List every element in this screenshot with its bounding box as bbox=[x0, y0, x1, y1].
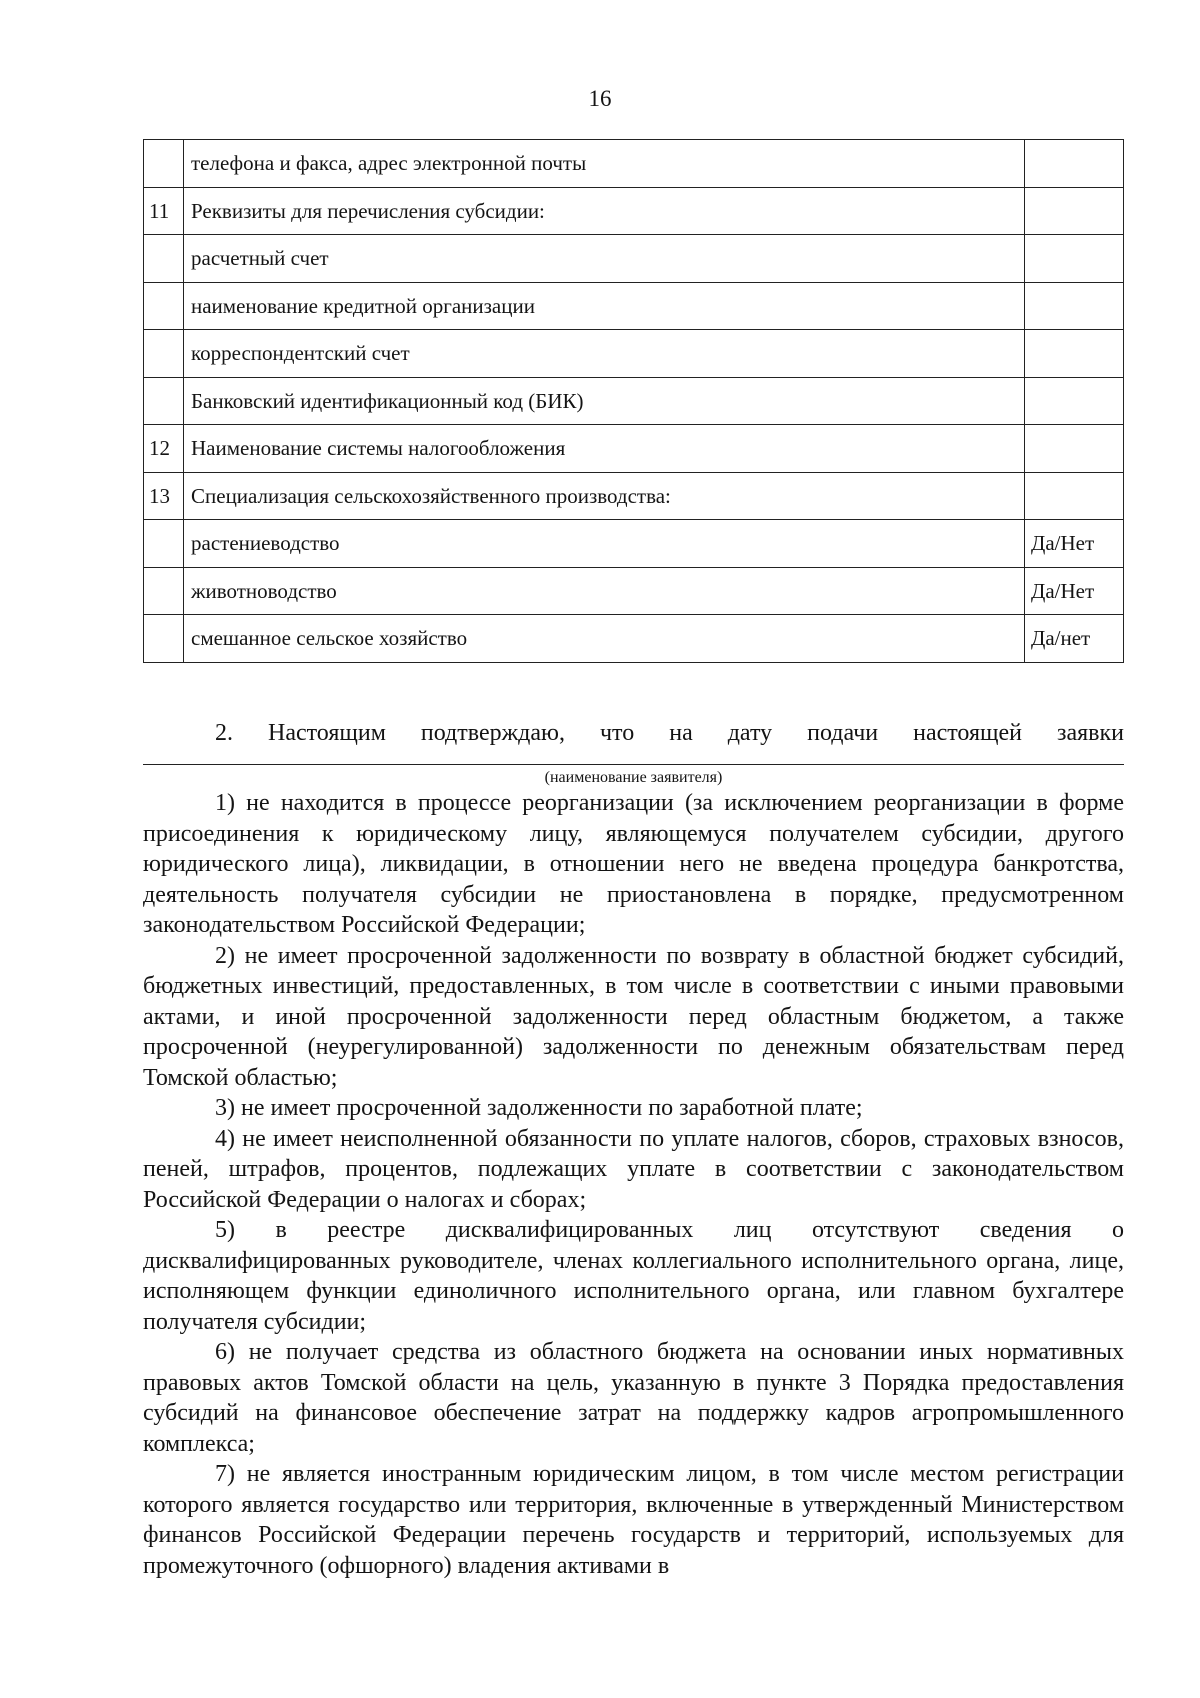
row-label-cell: растениеводство bbox=[184, 520, 1025, 568]
table-row bbox=[144, 187, 1124, 235]
row-number-cell: 13 bbox=[144, 472, 184, 520]
row-label-cell: Наименование системы налогообложения bbox=[184, 425, 1025, 473]
applicant-name-caption: (наименование заявителя) bbox=[544, 769, 723, 786]
row-label-cell: Специализация сельскохозяйственного производства: bbox=[184, 472, 1025, 520]
row-label-cell: животноводство bbox=[184, 567, 1025, 615]
row-number-cell bbox=[144, 235, 184, 283]
row-label-cell: наименование кредитной организации bbox=[184, 282, 1025, 330]
row-value-cell bbox=[1025, 425, 1124, 473]
row-number-cell bbox=[144, 567, 184, 615]
row-label-cell: расчетный счет bbox=[184, 235, 1025, 283]
row-label-cell: смешанное сельское хозяйство bbox=[184, 615, 1025, 663]
row-number-cell bbox=[144, 615, 184, 663]
row-label-cell: Реквизиты для перечисления субсидии: bbox=[184, 187, 1025, 235]
table-row bbox=[144, 520, 1124, 568]
section-2 bbox=[143, 718, 1124, 1581]
row-label-cell: корреспондентский счет bbox=[184, 330, 1025, 378]
row-value-cell bbox=[1025, 235, 1124, 283]
row-number-cell bbox=[144, 140, 184, 188]
condition-item-1: 1) не находится в процессе реорганизации (за исключением реорганизации в форме присоединения к юридическому лицу, являющемуся получателем субсидии, другого юридического лица), ликвидации, в отношении него не введена процедура банкротства, деятельность получателя субсидии не приостановлена в порядке, предусмотренном законодательством Российской Федерации; bbox=[143, 790, 1124, 938]
table-row bbox=[144, 615, 1124, 663]
row-value-cell bbox=[1025, 377, 1124, 425]
condition-item-2: 2) не имеет просроченной задолженности по возврату в областной бюджет субсидий, бюджетных инвестиций, предоставленных, в том числе в соответствии с иными правовыми актами, и иной просроченной задолженности перед областным бюджетом, а также просроченной (неурегулированной) задолженности по денежным обязательствам перед Томской областью; bbox=[143, 942, 1124, 1091]
table-row bbox=[144, 140, 1124, 188]
row-value-cell bbox=[1025, 187, 1124, 235]
condition-item-7: 7) не является иностранным юридическим лицом, в том числе местом регистрации которого является государство или территория, включенные в утвержденный Министерством финансов Российской Федерации перечень государств и территорий, используемых для промежуточного (офшорного) владения активами в bbox=[143, 1461, 1124, 1579]
row-value-cell bbox=[1025, 282, 1124, 330]
condition-item-5: 5) в реестре дисквалифицированных лиц отсутствуют сведения о дисквалифицированных руководителе, членах коллегиального исполнительного органа, лице, исполняющем функции единоличного исполнительного органа, или главном бухгалтере получателя субсидии; bbox=[143, 1217, 1124, 1335]
table-row bbox=[144, 235, 1124, 283]
row-value-cell bbox=[1025, 472, 1124, 520]
row-value-cell bbox=[1025, 140, 1124, 188]
row-number-cell bbox=[144, 377, 184, 425]
row-number-cell bbox=[144, 282, 184, 330]
table-row bbox=[144, 472, 1124, 520]
row-label-cell: телефона и факса, адрес электронной почты bbox=[184, 140, 1025, 188]
table-row bbox=[144, 282, 1124, 330]
row-value-cell: Да/Нет bbox=[1025, 567, 1124, 615]
table-row bbox=[144, 377, 1124, 425]
row-number-cell bbox=[144, 520, 184, 568]
condition-item-4: 4) не имеет неисполненной обязанности по уплате налогов, сборов, страховых взносов, пеней, штрафов, процентов, подлежащих уплате в соответствии с законодательством Российской Федерации о налогах и сборах; bbox=[143, 1125, 1124, 1213]
row-number-cell: 11 bbox=[144, 187, 184, 235]
condition-item-3: 3) не имеет просроченной задолженности по заработной плате; bbox=[215, 1095, 863, 1121]
table-row bbox=[144, 425, 1124, 473]
section-2-intro: 2. Настоящим подтверждаю, что на дату подачи настоящей заявки bbox=[215, 720, 1124, 746]
row-label-cell: Банковский идентификационный код (БИК) bbox=[184, 377, 1025, 425]
applicant-name-blank-line bbox=[143, 764, 1124, 765]
row-number-cell: 12 bbox=[144, 425, 184, 473]
row-value-cell: Да/Нет bbox=[1025, 520, 1124, 568]
requisites-table-body bbox=[144, 140, 1124, 663]
table-row bbox=[144, 567, 1124, 615]
page-number: 16 bbox=[588, 86, 612, 111]
row-number-cell bbox=[144, 330, 184, 378]
row-value-cell: Да/нет bbox=[1025, 615, 1124, 663]
table-row bbox=[144, 330, 1124, 378]
row-value-cell bbox=[1025, 330, 1124, 378]
requisites-table bbox=[143, 139, 1124, 663]
condition-item-6: 6) не получает средства из областного бюджета на основании иных нормативных правовых актов Томской области на цель, указанную в пункте 3 Порядка предоставления субсидий на финансовое обеспечение затрат на поддержку кадров агропромышленного комплекса; bbox=[143, 1339, 1124, 1457]
